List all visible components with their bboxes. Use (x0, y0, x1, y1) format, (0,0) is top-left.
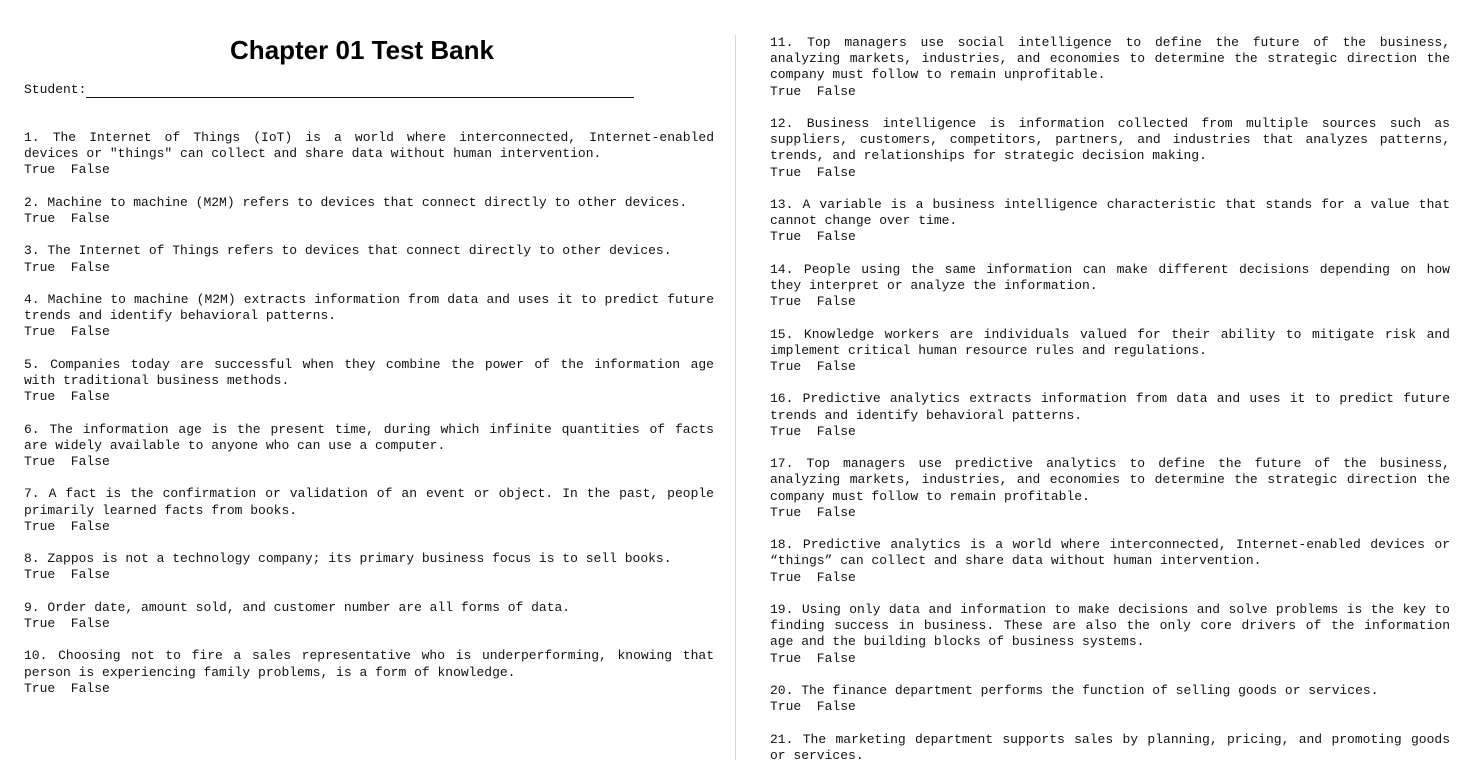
question-body: The Internet of Things refers to devices that connect directly to other devices. (47, 243, 672, 259)
question-text (770, 732, 1450, 764)
question-body: Machine to machine (M2M) extracts information from data and uses it to predict future trends and identify behavioral patterns. (24, 291, 715, 324)
true-false-options[interactable]: True False (770, 699, 856, 715)
question-body: The finance department performs the function of selling goods or services. (801, 682, 1379, 698)
question-number: 11. (770, 35, 794, 50)
true-false-options[interactable]: True False (24, 518, 110, 534)
question-number: 10. (24, 648, 48, 664)
true-false-options[interactable]: True False (24, 567, 110, 583)
question-item (24, 551, 714, 583)
question-list-right (770, 35, 1450, 780)
question-text (24, 600, 714, 616)
question-number: 13. (770, 197, 794, 212)
page-title: Chapter 01 Test Bank (230, 35, 494, 65)
question-text (24, 357, 714, 389)
question-body: People using the same information can make different decisions depending on how they interpret or analyze the information. (770, 261, 1450, 293)
student-field (24, 82, 634, 98)
question-list-left (24, 130, 714, 713)
true-false-options[interactable]: True False (770, 294, 856, 310)
question-item (770, 537, 1450, 586)
question-body: Zappos is not a technology company; its primary business focus is to sell books. (47, 551, 672, 567)
question-item (24, 486, 714, 535)
true-false-options[interactable]: True False (770, 650, 856, 666)
question-number: 12. (770, 116, 794, 131)
question-number: 2. (24, 194, 40, 210)
true-false-options[interactable]: True False (24, 324, 110, 340)
question-item (770, 683, 1450, 715)
question-number: 8. (24, 551, 40, 567)
question-number: 7. (24, 486, 40, 502)
question-text (770, 35, 1450, 84)
true-false-options[interactable]: True False (770, 164, 856, 180)
true-false-options[interactable]: True False (24, 389, 110, 405)
question-item (24, 357, 714, 406)
question-text (770, 602, 1450, 651)
question-body: The marketing department supports sales by planning, pricing, and promoting goods or services. (770, 731, 1450, 763)
question-text (24, 130, 714, 162)
question-item (770, 197, 1450, 246)
question-text (24, 422, 714, 454)
question-number: 16. (770, 391, 794, 407)
question-text (24, 243, 714, 259)
question-number: 14. (770, 261, 794, 277)
question-body: Order date, amount sold, and customer number are all forms of data. (47, 599, 571, 615)
student-name-line[interactable] (86, 83, 634, 98)
question-item (770, 602, 1450, 667)
question-item (770, 35, 1450, 100)
question-text (24, 648, 714, 680)
question-body: The Internet of Things (IoT) is a world where interconnected, Internet-enabled devices or "things" can collect and share data without human intervention. (24, 130, 715, 162)
true-false-options[interactable]: True False (770, 229, 856, 245)
question-text (24, 195, 714, 211)
question-text (24, 292, 714, 324)
question-number: 19. (770, 601, 794, 617)
question-item (24, 195, 714, 227)
question-text (24, 551, 714, 567)
question-text (770, 327, 1450, 359)
true-false-options[interactable]: True False (24, 259, 110, 275)
question-text (770, 683, 1450, 699)
question-item (24, 648, 714, 697)
question-text (770, 391, 1450, 423)
true-false-options[interactable]: True False (770, 83, 856, 99)
question-item (770, 327, 1450, 376)
question-number: 21. (770, 731, 794, 747)
question-item (24, 292, 714, 341)
question-item (770, 116, 1450, 181)
true-false-options[interactable]: True False (770, 423, 856, 439)
question-item (24, 600, 714, 632)
true-false-options[interactable]: True False (770, 359, 856, 374)
column-divider (735, 35, 736, 760)
question-item (770, 391, 1450, 440)
question-number: 1. (24, 130, 40, 145)
true-false-options[interactable]: True False (24, 162, 110, 178)
question-body: The information age is the present time, during which infinite quantities of facts are widely available to anyone who can use a computer. (24, 421, 714, 453)
question-number: 5. (24, 356, 40, 372)
question-item (770, 262, 1450, 311)
question-body: Business intelligence is information collected from multiple sources such as suppliers, customers, competitors, partners, and industries that analyzes patterns, trends, and relationships for strategic decision making. (770, 116, 1450, 164)
question-item (24, 243, 714, 275)
question-body: Machine to machine (M2M) refers to devices that connect directly to other devices. (47, 194, 688, 210)
question-body: Predictive analytics extracts information from data and uses it to predict future trends and identify behavioral patterns. (770, 391, 1450, 423)
question-body: Choosing not to fire a sales representative who is underperforming, knowing that person is experiencing family problems, is a form of knowledge. (24, 648, 714, 680)
question-body: Top managers use social intelligence to define the future of the business, analyzing markets, industries, and economies to determine the strategic direction the company must follow to remain unprofitable. (770, 35, 1450, 83)
question-number: 9. (24, 599, 40, 615)
question-text (770, 456, 1450, 505)
question-body: A variable is a business intelligence characteristic that stands for a value that cannot change over time. (770, 197, 1450, 229)
question-body: A fact is the confirmation or validation of an event or object. In the past, people primarily learned facts from books. (24, 486, 714, 518)
question-number: 17. (770, 456, 794, 472)
true-false-options[interactable]: True False (24, 211, 110, 226)
question-text (770, 537, 1450, 569)
question-body: Top managers use predictive analytics to define the future of the business, analyzing markets, industries, and economies to determine the strategic direction the company must follow to remain profitable. (770, 456, 1450, 504)
question-item (24, 422, 714, 471)
question-number: 4. (24, 291, 40, 307)
question-item (770, 732, 1450, 764)
question-number: 18. (770, 537, 794, 553)
question-number: 20. (770, 682, 794, 698)
question-body: Predictive analytics is a world where interconnected, Internet-enabled devices or “things” can collect and share data without human intervention. (770, 537, 1450, 569)
question-body: Using only data and information to make decisions and solve problems is the key to finding success in business. These are also the only core drivers of the information age and the building blocks of business systems. (770, 601, 1450, 650)
question-body: Knowledge workers are individuals valued for their ability to mitigate risk and implement critical human resource rules and regulations. (770, 326, 1450, 358)
question-number: 3. (24, 243, 40, 259)
question-number: 6. (24, 421, 40, 437)
question-item (24, 130, 714, 179)
true-false-options[interactable]: True False (24, 453, 110, 469)
question-item (770, 456, 1450, 521)
true-false-options[interactable]: True False (24, 615, 110, 631)
question-text (24, 486, 714, 518)
question-text (770, 116, 1450, 165)
student-label: Student: (24, 82, 87, 97)
question-text (770, 197, 1450, 229)
true-false-options[interactable]: True False (770, 569, 856, 585)
question-number: 15. (770, 326, 794, 342)
true-false-options[interactable]: True False (24, 680, 110, 696)
true-false-options[interactable]: True False (770, 504, 856, 520)
question-body: Companies today are successful when they combine the power of the information age with traditional business methods. (24, 356, 714, 388)
question-text (770, 262, 1450, 294)
